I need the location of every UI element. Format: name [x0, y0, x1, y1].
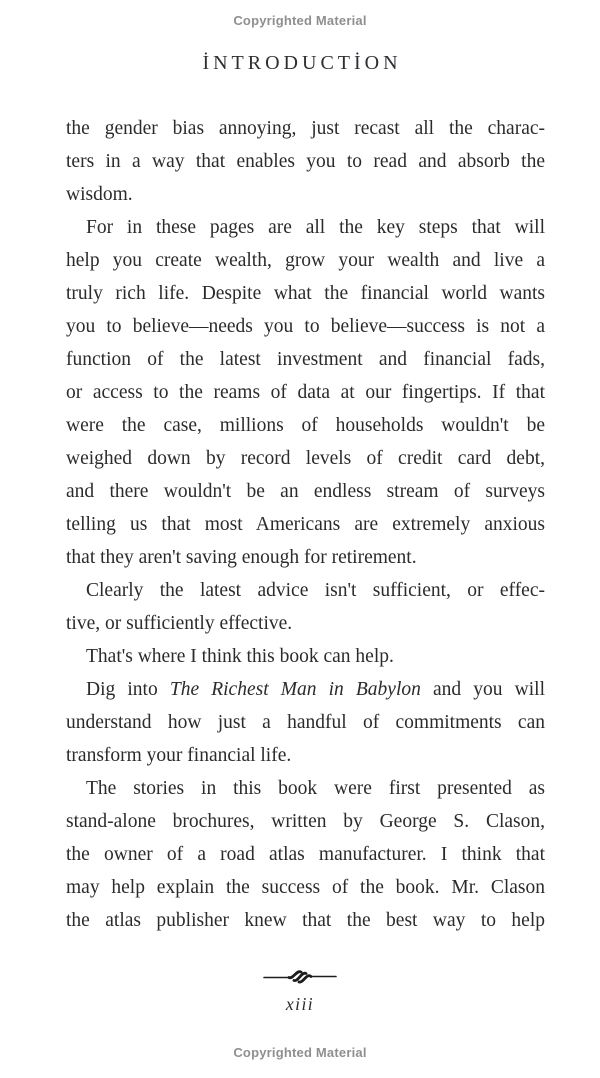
text-line: you to believe—needs you to believe—success is not a [66, 316, 545, 337]
text-line: help you create wealth, grow your wealth and live a [66, 250, 545, 271]
text-line: Dig into The Richest Man in Babylon and you will [86, 679, 546, 700]
section-divider [0, 967, 600, 985]
text-line: telling us that most Americans are extremely anxious [66, 514, 545, 535]
text-line: truly rich life. Despite what the financial world wants [66, 283, 545, 304]
text-line: Clearly the latest advice isn't sufficient, or effec- [86, 580, 545, 601]
copyright-notice-bottom: Copyrighted Material [233, 1045, 367, 1060]
text-line: were the case, millions of households wouldn't be [66, 415, 545, 436]
text-line: ters in a way that enables you to read and absorb the [66, 151, 545, 172]
text-line: the atlas publisher knew that the best way to help [66, 910, 545, 931]
text-line: function of the latest investment and financial fads, [66, 349, 545, 370]
text-line: stand-alone brochures, written by George S. Clason, [66, 811, 545, 832]
rope-twist-ornament-icon [262, 967, 338, 985]
text-line: understand how just a handful of commitments can [66, 712, 545, 733]
text-line: the gender bias annoying, just recast all the charac- [66, 118, 545, 139]
page-number: xiii [285, 994, 315, 1014]
text-line: and there wouldn't be an endless stream of surveys [66, 481, 545, 502]
text-line: The stories in this book were first presented as [86, 778, 545, 799]
text-line: For in these pages are all the key steps that will [86, 217, 545, 238]
chapter-title: İNTRODUCTİON [202, 52, 402, 74]
text-line: or access to the reams of data at our fingertips. If that [66, 382, 545, 403]
copyright-notice-top: Copyrighted Material [233, 13, 367, 28]
text-line: wisdom. [66, 184, 133, 205]
text-line: transform your financial life. [66, 745, 292, 766]
body-text [66, 112, 545, 937]
text-line: the owner of a road atlas manufacturer. I think that [66, 844, 545, 865]
text-line: That's where I think this book can help. [86, 646, 394, 667]
text-line: that they aren't saving enough for retirement. [66, 547, 417, 568]
text-line: tive, or sufficiently effective. [66, 613, 293, 634]
text-line: may help explain the success of the book. Mr. Clason [66, 877, 545, 898]
text-line: weighed down by record levels of credit card debt, [66, 448, 545, 469]
